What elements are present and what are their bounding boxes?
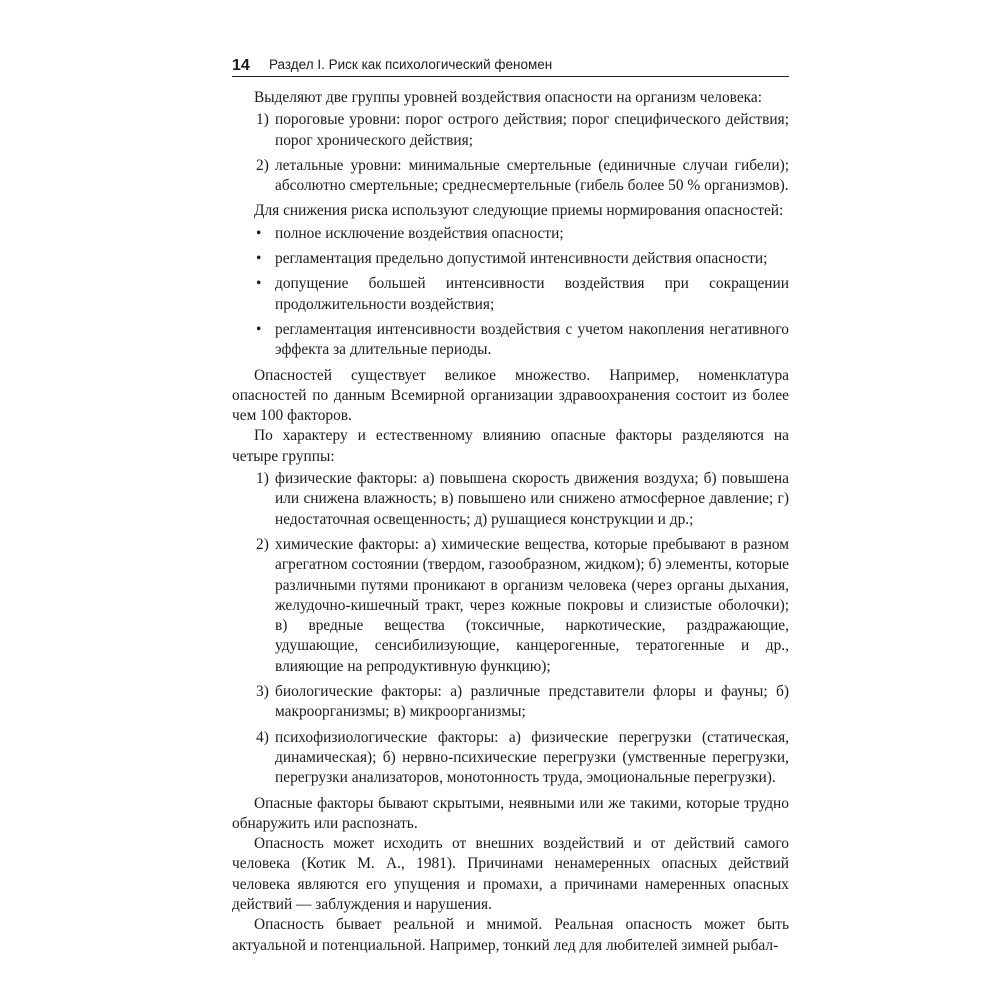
page-number: 14 <box>232 57 250 74</box>
list-marker: 4) <box>256 728 269 746</box>
list-item <box>232 535 789 677</box>
list-item-text: регламентация предельно допустимой интенсивности действия опасности; <box>275 250 768 268</box>
list-item-text: физические факторы: а) повышена скорость движения воздуха; б) повышена или снижена влажность; в) повышено или снижено атмосферное давление; г) недостаточная освещенность; д) рушащиеся конструкции и др.; <box>275 470 789 528</box>
paragraph: Опасность бывает реальной и мнимой. Реальная опасность может быть актуальной и потенциальной. Например, тонкий лед для любителей зимней рыбал- <box>232 916 789 954</box>
list-marker: 1) <box>256 111 269 129</box>
list-item-text: химические факторы: а) химические вещества, которые пребывают в разном агрегатном состоянии (твердом, газообразном, жидком); б) элементы, которые различными путями проникают в организм человека (через органы дыхания, желудочно-кишечный тракт, через кожные покровы и слизистые оболочки); в) вредные вещества (токсичные, наркотические, раздражающие, удушающие, сенсибилизующие, канцерогенные, тератогенные и др., влияющие на репродуктивную функцию); <box>275 535 789 675</box>
list-item <box>232 156 789 197</box>
running-head-title: Раздел I. Риск как психологический феномен <box>269 57 553 72</box>
list-item <box>232 274 789 315</box>
list-item <box>232 249 789 269</box>
paragraph: Выделяют две группы уровней воздействия опасности на организм человека: <box>254 89 763 106</box>
list-item-text: допущение большей интенсивности воздействия при сокращении продолжительности воздействия; <box>275 275 789 313</box>
list-item-text: полное исключение воздействия опасности; <box>275 224 564 242</box>
bullet-marker: • <box>256 224 262 242</box>
list-item-text: психофизиологические факторы: а) физические перегрузки (статическая, динамическая); б) нервно-психические перегрузки (умственные перегрузки, перегрузки анализаторов, монотонность труда, эмоциональные перегрузки). <box>275 728 789 787</box>
paragraph: По характеру и естественному влиянию опасные факторы разделяются на четыре группы: <box>232 427 789 465</box>
list-item <box>232 110 789 151</box>
list-item-text: регламентация интенсивности воздействия с учетом накопления негативного эффекта за длительные периоды. <box>275 320 789 359</box>
list-item <box>232 728 789 789</box>
list-item-text: пороговые уровни: порог острого действия; порог специфического действия; порог хронического действия; <box>275 111 789 149</box>
list-item <box>232 320 789 361</box>
paragraph: Опасность может исходить от внешних воздействий и от действий самого человека (Котик М. А., 1981). Причинами ненамеренных опасных действий человека являются его упущения и промахи, а причинами намеренных опасных действий — заблуждения и нарушения. <box>232 835 789 913</box>
methods-list <box>232 224 789 361</box>
factors-list <box>232 469 789 788</box>
running-header <box>232 54 789 77</box>
paragraph: Опасные факторы бывают скрытыми, неявными или же такими, которые трудно обнаружить или распознать. <box>232 794 789 832</box>
list-item <box>232 469 789 530</box>
paragraph: Опасностей существует великое множество. Например, номенклатура опасностей по данным Всемирной организации здравоохранения состоит из более чем 100 факторов. <box>232 366 789 425</box>
bullet-marker: • <box>256 275 262 293</box>
list-item <box>232 224 789 244</box>
list-marker: 2) <box>256 535 269 553</box>
list-marker: 1) <box>256 470 269 488</box>
list-marker: 2) <box>256 156 269 174</box>
paragraph: Для снижения риска используют следующие приемы нормирования опасностей: <box>254 202 784 220</box>
list-item-text: летальные уровни: минимальные смертельные (единичные случаи гибели); абсолютно смертельные; среднесмертельные (гибель более 50 % организмов). <box>275 156 789 195</box>
list-item <box>232 682 789 723</box>
levels-list <box>232 110 789 196</box>
bullet-marker: • <box>256 320 262 338</box>
page-body <box>232 88 789 956</box>
bullet-marker: • <box>256 250 262 268</box>
list-marker: 3) <box>256 683 269 701</box>
list-item-text: биологические факторы: а) различные представители флоры и фауны; б) макроорганизмы; в) микроорганизмы; <box>275 683 789 721</box>
